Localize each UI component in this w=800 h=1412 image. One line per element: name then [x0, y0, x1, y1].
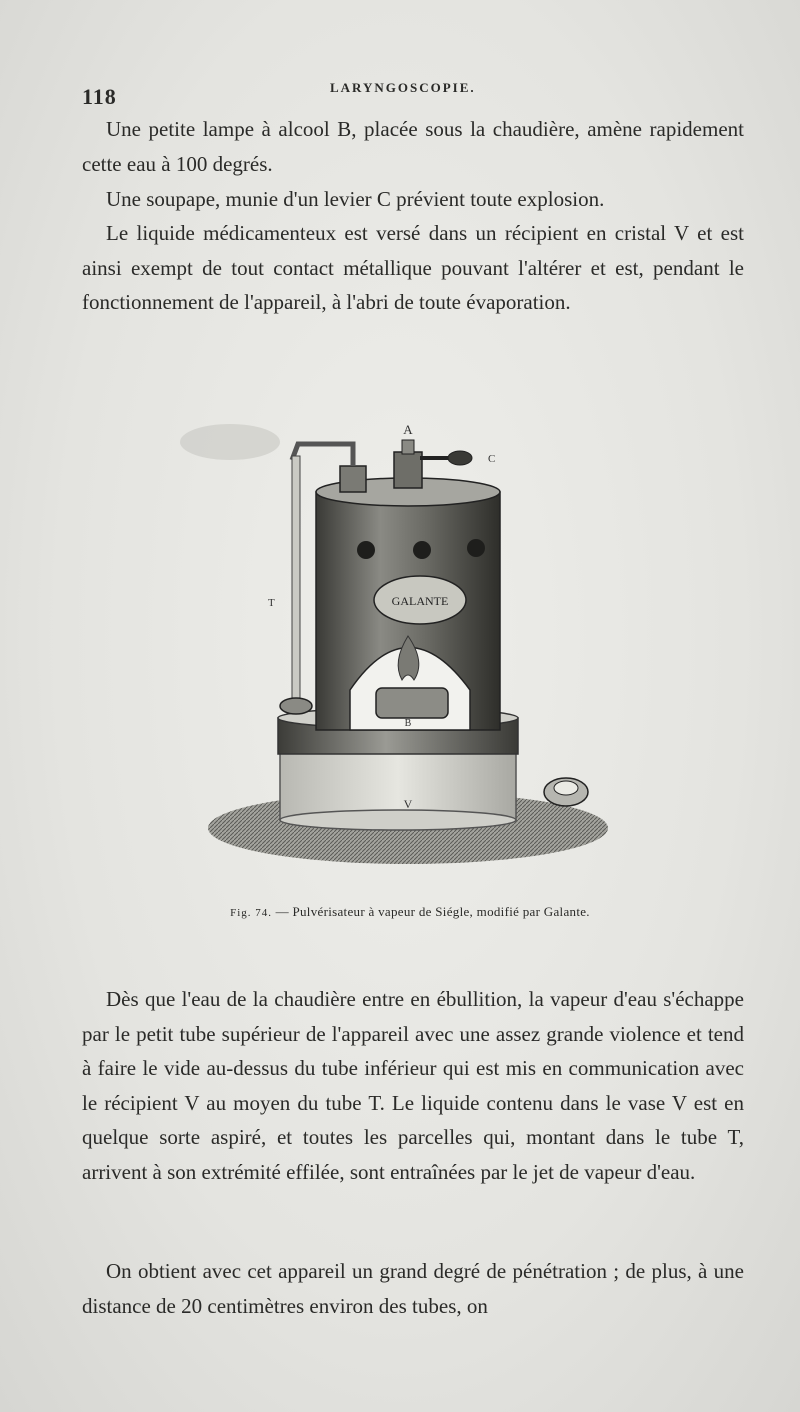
running-head [82, 78, 742, 108]
figure-caption [100, 904, 720, 920]
running-title: LARYNGOSCOPIE. [330, 80, 476, 95]
paragraph-liquid-text: Le liquide médicamenteux est versé dans un récipient en cristal V et est ainsi exempt de tout contact métallique pouvant l'altérer et est, pendant le fonctionnement de l'appareil, à l'abri de toute évaporation. [82, 221, 744, 314]
caption-text: — Pulvérisateur à vapeur de Siégle, modifié par Galante. [275, 904, 590, 919]
name-plate-text: GALANTE [391, 594, 449, 608]
figure-illustration [170, 400, 640, 870]
paragraph-lamp [82, 112, 744, 181]
paragraph-penetration-text: On obtient avec cet appareil un grand degré de pénétration ; de plus, à une distance de 20 centimètres environ des tubes, on [82, 1259, 744, 1318]
spray-cloud [180, 424, 280, 460]
page-number: 118 [82, 84, 117, 109]
paragraph-lamp-text: Une petite lampe à alcool B, placée sous la chaudière, amène rapidement cette eau à 100 degrés. [82, 117, 744, 176]
label-c: C [488, 453, 496, 465]
paragraph-boiling [82, 982, 744, 1189]
tube-t [292, 456, 300, 706]
paragraph-valve-text: Une soupape, munie d'un levier C prévient toute explosion. [106, 187, 605, 211]
label-a: A [403, 422, 413, 437]
caption-label: Fig. 74. [230, 907, 273, 919]
atomizer-engraving [170, 400, 640, 870]
paragraph-liquid [82, 216, 744, 320]
label-v: V [403, 797, 413, 811]
alcohol-lamp [376, 688, 448, 718]
paragraph-valve [82, 182, 744, 217]
steam-tube [292, 444, 353, 466]
paragraph-penetration [82, 1254, 744, 1323]
label-b: B [404, 718, 412, 729]
paragraph-boiling-text: Dès que l'eau de la chaudière entre en ébullition, la vapeur d'eau s'échappe par le petit tube supérieur de l'appareil avec une assez grande violence et tend à faire le vide au-dessus du tube inférieur qui est mis en communication avec le récipient V au moyen du tube T. Le liquide contenu dans le vase V est en quelque sorte aspiré, et toutes les parcelles qui, montant dans le tube T, arrivent à son extrémité effilée, sont entraînées par le jet de vapeur d'eau. [82, 987, 744, 1184]
label-t: T [268, 597, 275, 609]
